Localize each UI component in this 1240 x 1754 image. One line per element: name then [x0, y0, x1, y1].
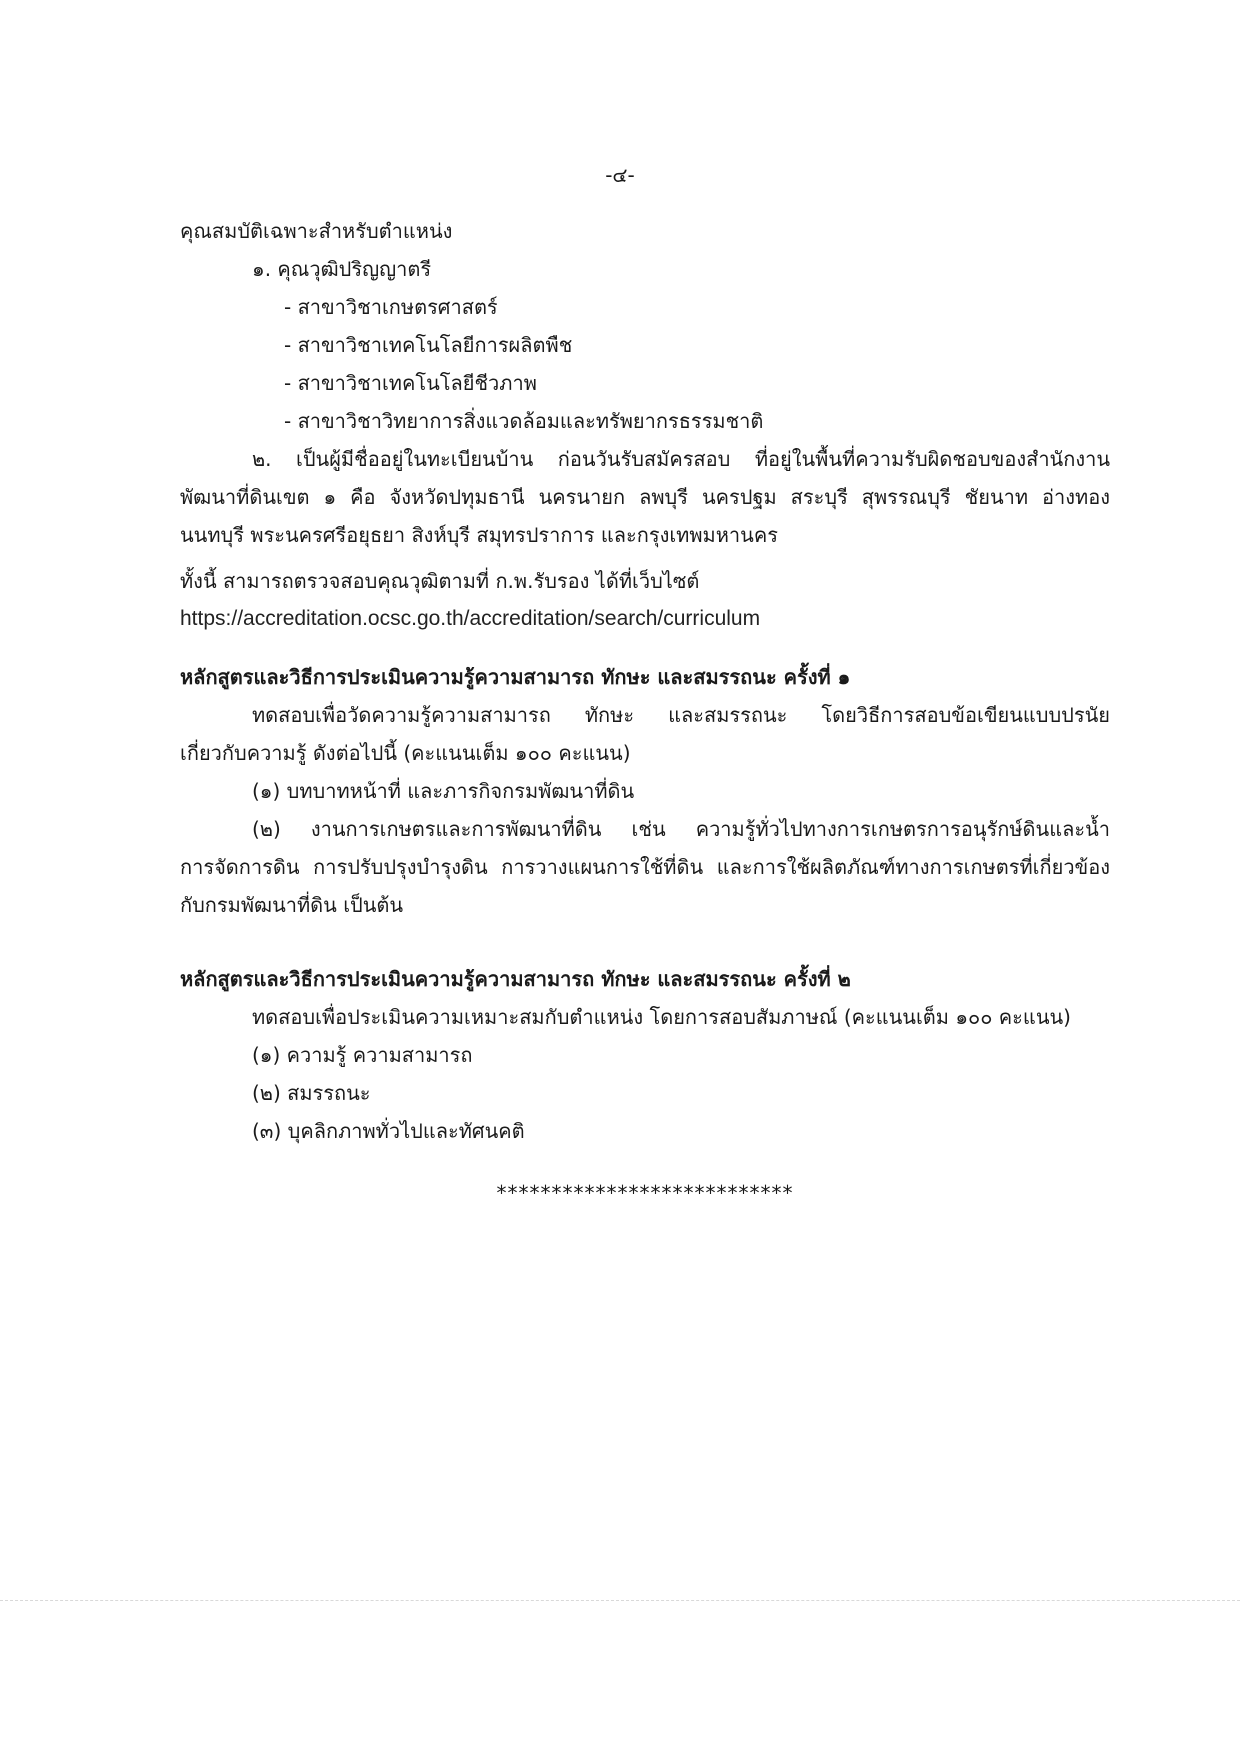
document-body — [180, 212, 1110, 1212]
major-item: - สาขาวิชาเทคโนโลยีการผลิตพืช — [284, 333, 573, 357]
round1-heading: หลักสูตรและวิธีการประเมินความรู้ความสามารถ ทักษะ และสมรรถนะ ครั้งที่ ๑ — [180, 665, 851, 689]
qualification-degree: ๑. คุณวุฒิปริญญาตรี — [252, 257, 432, 281]
round1-topic-line: (๒) งานการเกษตรและการพัฒนาที่ดิน เช่น ความรู้ทั่วไปทางการเกษตรการอนุรักษ์ดินและน้ำ — [252, 817, 1110, 841]
round2-item: (๓) บุคลิกภาพทั่วไปและทัศนคติ — [252, 1119, 525, 1143]
round1-topic-line: กับกรมพัฒนาที่ดิน เป็นต้น — [180, 893, 404, 917]
round1-section — [180, 658, 1110, 924]
residence-requirement-line: พัฒนาที่ดินเขต ๑ คือ จังหวัดปทุมธานี นครนายก ลพบุรี นครปฐม สระบุรี สุพรรณบุรี ชัยนาท อ่างทอง — [180, 485, 1110, 509]
major-item: - สาขาวิชาเกษตรศาสตร์ — [284, 295, 498, 319]
page-number: -๔- — [605, 163, 635, 187]
end-marker: *************************** — [496, 1181, 794, 1205]
major-item: - สาขาวิชาเทคโนโลยีชีวภาพ — [284, 371, 537, 395]
verify-url: https://accreditation.ocsc.go.th/accreditation/search/curriculum — [180, 607, 761, 630]
residence-requirement-line: ๒. เป็นผู้มีชื่ออยู่ในทะเบียนบ้าน ก่อนวันรับสมัครสอบ ที่อยู่ในพื้นที่ความรับผิดชอบของสำนักงาน — [252, 447, 1110, 471]
qualifications-heading: คุณสมบัติเฉพาะสำหรับตำแหน่ง — [180, 219, 453, 243]
scan-divider-line — [0, 1600, 1240, 1601]
round2-item: (๑) ความรู้ ความสามารถ — [252, 1043, 473, 1067]
round2-heading: หลักสูตรและวิธีการประเมินความรู้ความสามารถ ทักษะ และสมรรถนะ ครั้งที่ ๒ — [180, 967, 851, 991]
round1-intro-line: ทดสอบเพื่อวัดความรู้ความสามารถ ทักษะ และสมรรถนะ โดยวิธีการสอบข้อเขียนแบบปรนัย — [252, 703, 1110, 727]
residence-requirement-line: นนทบุรี พระนครศรีอยุธยา สิงห์บุรี สมุทรปราการ และกรุงเทพมหานคร — [180, 523, 778, 547]
round2-intro: ทดสอบเพื่อประเมินความเหมาะสมกับตำแหน่ง โดยการสอบสัมภาษณ์ (คะแนนเต็ม ๑๐๐ คะแนน) — [252, 1005, 1071, 1029]
round1-topic: (๑) บทบาทหน้าที่ และภารกิจกรมพัฒนาที่ดิน — [252, 779, 635, 803]
round2-section — [180, 960, 1110, 1150]
major-item: - สาขาวิชาวิทยาการสิ่งแวดล้อมและทรัพยากรธรรมชาติ — [284, 409, 764, 433]
verify-note: ทั้งนี้ สามารถตรวจสอบคุณวุฒิตามที่ ก.พ.รับรอง ได้ที่เว็บไซต์ — [180, 569, 700, 593]
round1-topic-line: การจัดการดิน การปรับปรุงบำรุงดิน การวางแผนการใช้ที่ดิน และการใช้ผลิตภัณฑ์ทางการเกษตรที่เกี่ยวข้อง — [180, 855, 1110, 879]
round1-intro-line: เกี่ยวกับความรู้ ดังต่อไปนี้ (คะแนนเต็ม ๑๐๐ คะแนน) — [180, 741, 631, 765]
round2-item: (๒) สมรรถนะ — [252, 1081, 371, 1105]
qualifications-section — [180, 212, 1110, 638]
